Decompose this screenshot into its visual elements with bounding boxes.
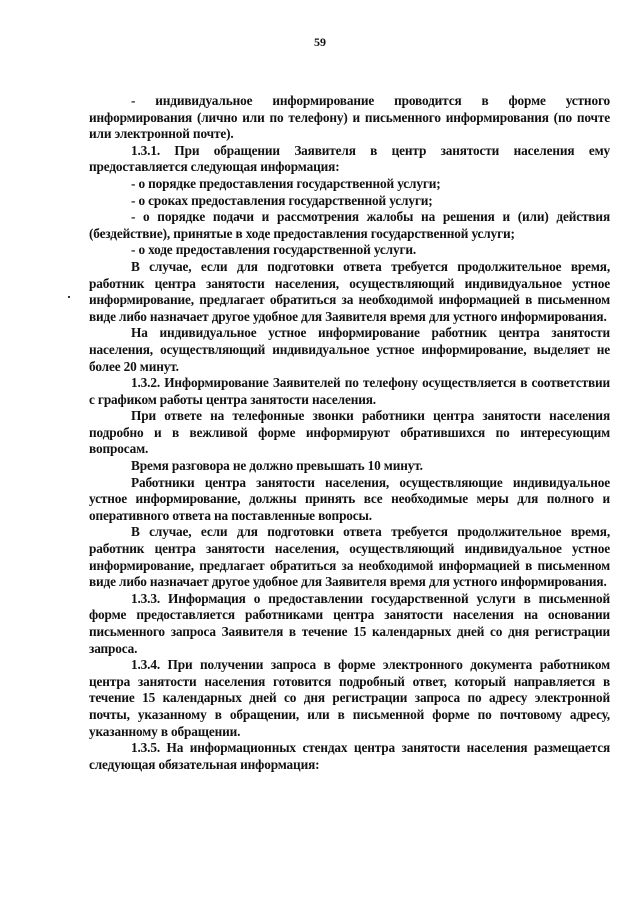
paragraph: На индивидуальное устное информирование работник центра занятости населения, осуществляющий индивидуальное устное информирование, выделяет не более 20 минут. bbox=[89, 325, 610, 374]
paragraph: В случае, если для подготовки ответа требуется продолжительное время, работник центра занятости населения, осуществляющий индивидуальное устное информирование, предлагает обратиться за необходимой информацией в письменном виде либо назначает другое удобное для Заявителя время для устного информирования. bbox=[89, 258, 610, 324]
list-item: - о сроках предоставления государственной услуги; bbox=[131, 192, 433, 208]
list-item: - о ходе предоставления государственной услуги. bbox=[131, 242, 417, 258]
paragraph: При ответе на телефонные звонки работники центра занятости населения подробно и в вежливой форме информируют обратившихся по интересующим вопросам. bbox=[89, 408, 610, 457]
paragraph: 1.3.2. Информирование Заявителей по телефону осуществляется в соответствии с графиком работы центра занятости населения. bbox=[89, 375, 610, 407]
document-body bbox=[89, 93, 610, 773]
paragraph: Время разговора не должно превышать 10 минут. bbox=[131, 458, 423, 474]
list-item: - о порядке предоставления государственной услуги; bbox=[131, 175, 441, 191]
page-number: 59 bbox=[314, 35, 326, 49]
paragraph: 1.3.5. На информационных стендах центра занятости населения размещается следующая обязательная информация: bbox=[89, 740, 610, 772]
paragraph: - индивидуальное информирование проводится в форме устного информирования (лично или по телефону) и письменного информирования (по почте или электронной почте). bbox=[89, 93, 610, 142]
paragraph: 1.3.1. При обращении Заявителя в центр занятости населения ему предоставляется следующая информация: bbox=[89, 142, 610, 175]
list-item: - о порядке подачи и рассмотрения жалобы на решения и (или) действия (бездействие), принятые в ходе предоставления государственной услуги; bbox=[89, 209, 610, 241]
margin-mark bbox=[68, 296, 70, 298]
paragraph: Работники центра занятости населения, осуществляющие индивидуальное устное информирование, должны принять все необходимые меры для полного и оперативного ответа на поставленные вопросы. bbox=[89, 474, 610, 523]
paragraph: 1.3.4. При получении запроса в форме электронного документа работником центра занятости населения готовится подробный ответ, который направляется в течение 15 календарных дней со дня регистрации запроса по адресу электронной почты, указанному в обращении, или в письменной форме по почтовому адресу, указанному в обращении. bbox=[89, 657, 610, 739]
paragraph: В случае, если для подготовки ответа требуется продолжительное время, работник центра занятости населения, осуществляющий индивидуальное устное информирование, предлагает обратиться за необходимой информацией в письменном виде либо назначает другое удобное для Заявителя время для устного информирования. bbox=[89, 524, 610, 590]
paragraph: 1.3.3. Информация о предоставлении государственной услуги в письменной форме предоставляется работниками центра занятости населения на основании письменного запроса Заявителя в течение 15 календарных дней со дня регистрации запроса. bbox=[89, 590, 610, 656]
